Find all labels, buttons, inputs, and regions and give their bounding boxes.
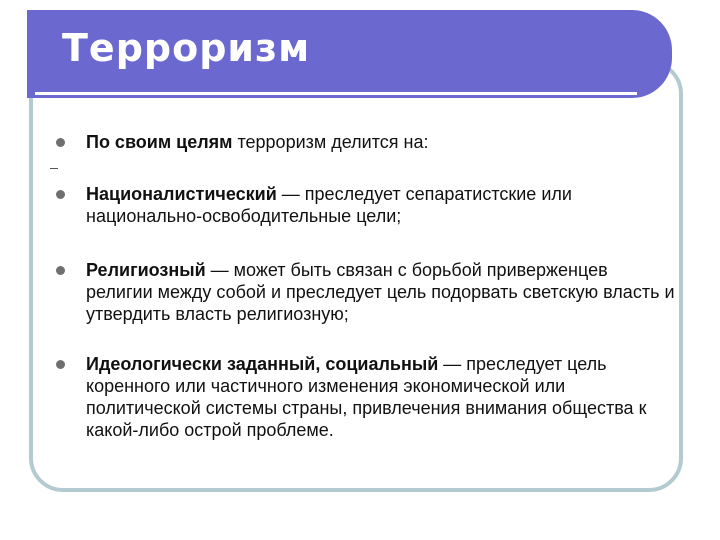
- bullet-dot-icon: [56, 266, 65, 275]
- bullet-item: [56, 353, 676, 441]
- bullet-rest: терроризм делится на:: [232, 132, 429, 152]
- bullet-rest: — может быть связан с борьбой приверженцев религии между собой и преследует цель подорвать светскую власть и утвердить власть религиозную;: [86, 260, 675, 324]
- bullet-bold: Религиозный: [86, 260, 206, 280]
- bullet-dot-icon: [56, 138, 65, 147]
- title-divider: [35, 92, 637, 95]
- bullet-item: [56, 183, 676, 227]
- bullet-dot-icon: [56, 190, 65, 199]
- bullet-item: [56, 131, 676, 153]
- bullet-text: [86, 353, 676, 441]
- stray-dash: [50, 168, 58, 169]
- bullet-dot-icon: [56, 360, 65, 369]
- bullet-bold: Идеологически заданный, социальный: [86, 354, 439, 374]
- bullet-bold: По своим целям: [86, 132, 233, 152]
- bullet-text: [86, 131, 676, 153]
- bullet-text: [86, 183, 676, 227]
- bullet-bold: Националистический: [86, 184, 277, 204]
- slide-title: Терроризм: [62, 26, 311, 70]
- bullet-rest: — преследует сепаратистские или национально-освободительные цели;: [86, 184, 572, 226]
- bullet-text: [86, 259, 676, 325]
- bullet-item: [56, 259, 676, 325]
- bullet-rest: — преследует цель коренного или частичного изменения экономической или политической системы страны, привлечения внимания общества к какой-либо острой проблеме.: [86, 354, 647, 440]
